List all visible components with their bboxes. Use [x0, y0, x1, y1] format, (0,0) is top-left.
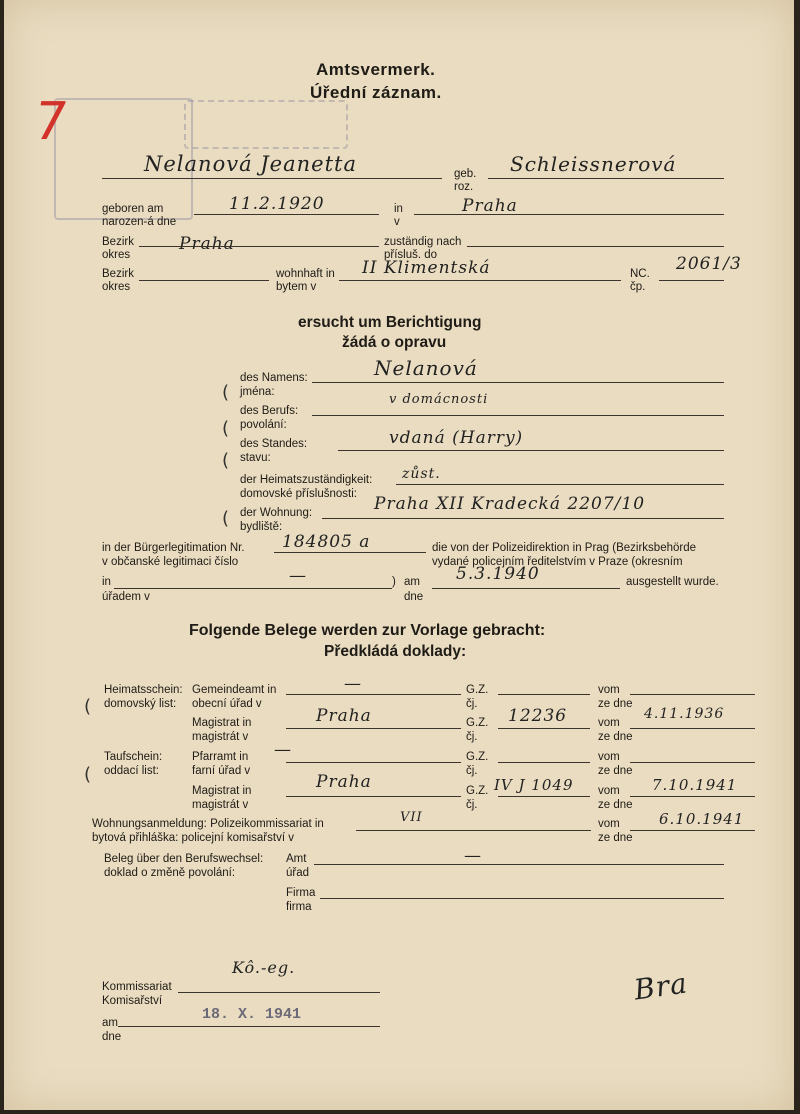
date-stamp: 18. X. 1941 — [202, 1006, 302, 1023]
tauf-label-cz: oddací list: — [104, 765, 159, 777]
legit-right2: vydané policejním ředitelstvím v Praze (okresním — [432, 556, 683, 568]
req-value: v domácnosti — [389, 392, 489, 407]
birth-place-value: Praha — [462, 196, 518, 216]
req-label-cz: jména: — [240, 386, 275, 398]
legit-am-cz: dne — [404, 591, 424, 603]
gz-label-cz: čj. — [466, 698, 478, 710]
cp-label: čp. — [630, 281, 646, 293]
v-label: v — [394, 216, 400, 228]
check-mark: ( — [222, 508, 230, 529]
tauf-label: Taufschein: — [104, 751, 163, 763]
gz-label-cz: čj. — [466, 765, 478, 777]
beruf-label-cz: doklad o změně povolání: — [104, 867, 236, 879]
bezirk1-label-cz: okres — [102, 249, 131, 261]
mag2-label-cz: magistrát v — [192, 799, 249, 811]
bezirk2-label: Bezirk — [102, 268, 134, 280]
firma-label-cz: firma — [286, 901, 312, 913]
gz-label: G.Z. — [466, 785, 489, 797]
req-value: Nelanová — [374, 356, 478, 380]
footer-am: am — [102, 1017, 118, 1029]
wohnung-label-cz: bytová přihláška: policejní komisařství v — [92, 832, 294, 844]
born-label-cz: narozen-á dne — [102, 216, 177, 228]
req-value: Praha XII Kradecká 2207/10 — [374, 494, 646, 514]
wohn-label: wohnhaft in — [276, 268, 335, 280]
vom-label: vom — [598, 818, 620, 830]
legit-am: am — [404, 576, 420, 588]
footer-am-cz: dne — [102, 1031, 122, 1043]
nc-label: NC. — [630, 268, 650, 280]
vom-label: vom — [598, 751, 620, 763]
gz2-value: IV J 1049 — [494, 776, 574, 794]
legit-label: in der Bürgerlegitimation Nr. — [102, 542, 245, 554]
req-value: vdaná (Harry) — [389, 428, 524, 448]
komm-value: Kô.-eg. — [232, 958, 296, 977]
req-label-cz: povolání: — [240, 419, 287, 431]
vom-label-cz: ze dne — [598, 731, 633, 743]
komm-label-cz: Komisařství — [102, 995, 163, 1007]
gem-label: Gemeindeamt in — [192, 684, 277, 696]
gz1-value: 12236 — [508, 706, 568, 726]
req-label: des Namens: — [240, 372, 308, 384]
vom-label-cz: ze dne — [598, 832, 633, 844]
wohn-label-cz: bytem v — [276, 281, 317, 293]
mag1-label-cz: magistrát v — [192, 731, 249, 743]
req-label-cz: stavu: — [240, 452, 271, 464]
vom1-value: 4.11.1936 — [644, 706, 725, 722]
amt-value: — — [464, 846, 482, 866]
vom2-value: 7.10.1941 — [652, 776, 738, 794]
nc-value: 2061/3 — [676, 254, 742, 274]
pf-label: Pfarramt in — [192, 751, 249, 763]
pf-label-cz: farní úřad v — [192, 765, 251, 777]
firma-label: Firma — [286, 887, 316, 899]
gz-label: G.Z. — [466, 684, 489, 696]
check-mark: ( — [222, 450, 230, 471]
vom-label-cz: ze dne — [598, 698, 633, 710]
gem-label-cz: obecní úřad v — [192, 698, 262, 710]
signature: Bra — [631, 966, 690, 1007]
req-label-cz: domovské příslušnosti: — [240, 488, 357, 500]
check-mark: ( — [84, 696, 92, 717]
pf-value: — — [274, 740, 292, 760]
born-label: geboren am — [102, 203, 164, 215]
gz-label-cz: čj. — [466, 799, 478, 811]
legit-date: 5.3.1940 — [456, 564, 540, 584]
roz-label: roz. — [454, 181, 474, 193]
zust-label-cz: přísluš. do — [384, 249, 438, 261]
birth-name-value: Schleissnerová — [510, 152, 677, 176]
name-value: Nelanová Jeanetta — [144, 152, 357, 176]
vom-label: vom — [598, 684, 620, 696]
gem-value: — — [344, 674, 362, 694]
vom-label: vom — [598, 717, 620, 729]
check-mark: ( — [84, 764, 92, 785]
mag1-label: Magistrat in — [192, 717, 252, 729]
legit-right1: die von der Polizeidirektion in Prag (Bezirksbehörde — [432, 542, 697, 554]
bezirk2-label-cz: okres — [102, 281, 131, 293]
legit-in: in — [102, 576, 111, 588]
zust-label: zuständig nach — [384, 236, 462, 248]
gz-label: G.Z. — [466, 751, 489, 763]
title-de: Amtsvermerk. — [316, 60, 436, 79]
heimat-label: Heimatsschein: — [104, 684, 183, 696]
beruf-label: Beleg über den Berufswechsel: — [104, 853, 264, 865]
heimat-label-cz: domovský list: — [104, 698, 177, 710]
check-mark: ( — [222, 382, 230, 403]
request-heading-cz: žádá o opravu — [342, 334, 447, 351]
req-label-cz: bydliště: — [240, 521, 283, 533]
legit-issued: ausgestellt wurde. — [626, 576, 719, 588]
amt-label-cz: úřad — [286, 867, 310, 879]
req-value: zůst. — [402, 466, 441, 482]
legit-label-cz: v občanské legitimaci číslo — [102, 556, 239, 568]
vom-label-cz: ze dne — [598, 765, 633, 777]
mag1-value: Praha — [316, 706, 372, 726]
faded-stamp-2 — [184, 100, 348, 149]
red-mark: 7 — [29, 92, 72, 152]
req-label: der Wohnung: — [240, 507, 313, 519]
belege-heading-cz: Předkládá doklady: — [324, 643, 467, 660]
title-cz: Úřední záznam. — [310, 83, 442, 102]
wohnung-value: VII — [400, 810, 423, 825]
req-label: des Berufs: — [240, 405, 299, 417]
legit-in-value: — — [289, 566, 307, 586]
wohnung-label: Wohnungsanmeldung: Polizeikommissariat in — [92, 818, 324, 830]
belege-heading-de: Folgende Belege werden zur Vorlage gebracht: — [189, 622, 546, 639]
check-mark: ( — [222, 418, 230, 439]
request-heading-de: ersucht um Berichtigung — [298, 314, 482, 331]
legit-in-cz: úřadem v — [102, 591, 150, 603]
legit-close: ) — [392, 576, 396, 588]
req-label: der Heimatszuständigkeit: — [240, 474, 373, 486]
legit-number: 184805 a — [282, 532, 371, 552]
komm-label: Kommissariat — [102, 981, 172, 993]
document-page — [4, 0, 794, 1110]
amt-label: Amt — [286, 853, 307, 865]
vom3-value: 6.10.1941 — [659, 810, 745, 828]
vom-label: vom — [598, 785, 620, 797]
bezirk1-value: Praha — [179, 234, 235, 254]
geb-label: geb. — [454, 168, 477, 180]
req-label: des Standes: — [240, 438, 308, 450]
mag2-value: Praha — [316, 772, 372, 792]
mag2-label: Magistrat in — [192, 785, 252, 797]
gz-label: G.Z. — [466, 717, 489, 729]
bezirk1-label: Bezirk — [102, 236, 134, 248]
gz-label-cz: čj. — [466, 731, 478, 743]
wohn-value: II Klimentská — [362, 258, 491, 278]
vom-label-cz: ze dne — [598, 799, 633, 811]
birth-date-value: 11.2.1920 — [229, 194, 325, 214]
in-label: in — [394, 203, 403, 215]
